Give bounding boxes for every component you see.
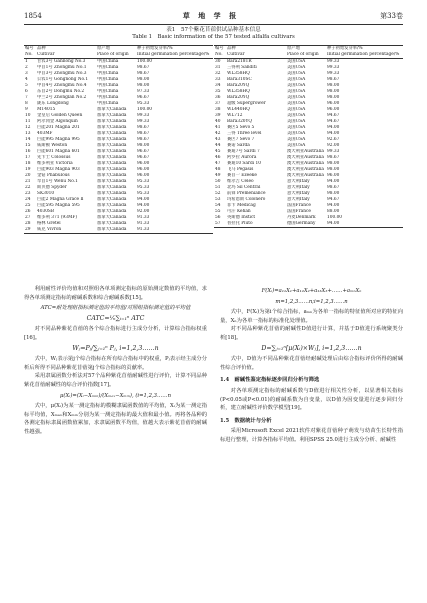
cell-no: 52	[215, 191, 221, 196]
cell-no: 44	[215, 143, 221, 148]
cell-germination: 96.67	[137, 155, 150, 160]
cell-germination: 96.00	[327, 101, 340, 106]
cell-germination: 96.00	[137, 173, 150, 178]
cell-cultivar: 甘农3号 Gannong No.3	[37, 59, 86, 64]
cell-cultivar: Bara20YQ	[227, 83, 250, 88]
cell-no: 35	[215, 89, 221, 94]
cell-germination: 98.00	[327, 167, 340, 172]
cell-cultivar: Bara20YQ	[227, 95, 250, 100]
cell-germination: 99.33	[137, 113, 150, 118]
cell-no: 48	[215, 167, 221, 172]
cell-germination: 94.67	[327, 197, 340, 202]
cell-cultivar: 东苜2号 Dongmu No.2	[37, 89, 85, 94]
header-cultivar-cn: 品种	[226, 46, 286, 53]
table-caption	[0, 27, 427, 41]
cell-origin: 法国France	[287, 203, 311, 208]
cell-origin: 加拿大Canada	[97, 167, 127, 172]
volume-label: 第33卷	[380, 12, 403, 20]
cell-origin: 意大利Italy	[287, 179, 310, 184]
cell-origin: 美国USA	[287, 119, 306, 124]
cell-cultivar: 格林 Gretel	[37, 221, 61, 226]
cell-germination: 96.67	[137, 95, 150, 100]
cell-germination: 94.00	[137, 197, 150, 202]
paragraph: 采用Microsoft Excel 2021软件对紫花苜蓿种子萌发与幼苗生长特性指标进行整理，计算各指标平均值。利用SPSS 25.0进行主成分分析、耐碱性	[220, 428, 403, 443]
cell-germination: 100.00	[137, 59, 153, 64]
paragraph: 式中，Wⱼ表示第j个综合指标在所有综合指标中的权重，Pⱼ表示经主成分分析后所得不同品种紫花苜蓿第j个综合指标的贡献率。	[24, 356, 207, 371]
cell-origin: 美国USA	[287, 101, 306, 106]
cell-origin: 加拿大Canada	[97, 107, 127, 112]
cell-germination: 97.33	[137, 89, 150, 94]
cell-cultivar: Bara320YQ	[227, 119, 252, 124]
cell-cultivar: 阿罗拉 Aurora	[227, 155, 257, 160]
cell-germination: 99.33	[327, 65, 340, 70]
cell-origin: 美国USA	[287, 143, 306, 148]
table-header-en	[24, 52, 213, 59]
formula-membership: μ(Xᵢ)=(Xᵢ−Xₘᵢₙ)/(Xₘₐₓ−Xₘᵢₙ), (i=1,2,3……n	[59, 392, 171, 399]
journal-name: 草 地 学 报	[182, 11, 240, 20]
header-origin-en: Place of origin	[286, 52, 326, 59]
cell-cultivar: 403MF	[37, 131, 53, 136]
cell-origin: 美国USA	[287, 107, 306, 112]
cell-germination: 98.67	[327, 185, 340, 190]
cell-origin: 中国China	[97, 77, 119, 82]
cell-no: 16	[25, 149, 31, 154]
cell-no: 8	[25, 101, 28, 106]
cell-cultivar: WL358HQ	[227, 89, 250, 94]
cell-origin: 加拿大Canada	[97, 179, 127, 184]
cell-germination: 98.67	[327, 155, 340, 160]
cell-origin: 美国USA	[287, 131, 306, 136]
cell-origin: 美国USA	[287, 95, 306, 100]
cell-no: 15	[25, 143, 31, 148]
cell-origin: 丹麦Denmark	[287, 215, 316, 220]
cell-no: 17	[25, 155, 31, 160]
cell-origin: 中国China	[97, 101, 119, 106]
cell-origin: 加拿大Canada	[97, 131, 127, 136]
cell-cultivar: 阿尔冈金 Algonquin	[37, 119, 78, 124]
paragraph: 采用隶属函数分析法对57个品种紫花苜蓿耐碱性进行评价，计算不同品种紫花苜蓿耐碱性的综合评价指数[17]。	[24, 373, 207, 388]
cell-germination: 94.00	[327, 179, 340, 184]
cell-no: 43	[215, 137, 221, 142]
cell-origin: 加拿大Canada	[97, 221, 127, 226]
cell-germination: 94.67	[327, 119, 340, 124]
header-cultivar-en: Cultivar	[36, 52, 96, 59]
cell-origin: 加拿大Canada	[97, 137, 127, 142]
cell-origin: 澳大利亚Australia	[287, 155, 324, 160]
cell-germination: 92.67	[327, 137, 340, 142]
cell-germination: 96.00	[327, 107, 340, 112]
cell-origin: 加拿大Canada	[97, 215, 127, 220]
header-origin-cn: 原产地	[96, 46, 136, 53]
cell-no: 28	[25, 221, 31, 226]
cell-germination: 94.00	[327, 125, 340, 130]
cell-origin: 加拿大Canada	[97, 149, 127, 154]
cell-no: 22	[25, 185, 31, 190]
cell-cultivar: 赛区7 Sevo 7	[227, 137, 255, 142]
cell-germination: 98.00	[327, 95, 340, 100]
cell-origin: 澳大利亚Australia	[287, 167, 324, 172]
cell-germination: 98.00	[327, 89, 340, 94]
cell-no: 1	[25, 59, 28, 64]
cell-no: 47	[215, 161, 221, 166]
header-rule	[24, 24, 403, 25]
cell-no: 42	[215, 131, 221, 136]
cell-no: 11	[25, 119, 31, 124]
table-row	[214, 221, 403, 228]
cell-origin: 中国China	[97, 95, 119, 100]
cell-germination: 94.67	[327, 113, 340, 118]
cell-cultivar: 普拉托 Pluto	[226, 221, 286, 228]
cell-germination: 99.33	[327, 149, 340, 154]
cell-germination: 98.00	[327, 161, 340, 166]
cell-germination: 96.00	[137, 161, 150, 166]
cell-germination: 98.00	[327, 191, 340, 196]
cell-origin: 加拿大Canada	[97, 125, 127, 130]
cell-no: 24	[25, 197, 31, 202]
cell-origin: 美国USA	[287, 125, 306, 130]
cell-no: 13	[25, 131, 31, 136]
cell-no: 39	[215, 113, 221, 118]
cell-cultivar: 英斯德 Instict	[227, 215, 256, 220]
cell-germination: 100.00	[327, 215, 343, 220]
cell-no: 25	[25, 203, 31, 208]
cell-cultivar: 4030SB	[37, 209, 55, 214]
left-text-column	[24, 285, 207, 437]
cell-origin: 美国USA	[287, 77, 306, 82]
paragraph: 利用耐性评价均值和对照组各单项测定指标的原始测定数值的平均值，求得各单项测定指标的耐碱系数和综合耐碱系数[15]。	[24, 286, 207, 301]
cell-no: 33	[215, 77, 221, 82]
cell-germination: 96.00	[327, 173, 340, 178]
cell-no: 34	[215, 83, 221, 88]
cell-origin: 德国Germany	[286, 221, 326, 228]
header-cultivar-cn: 品种	[36, 46, 96, 53]
cell-cultivar: 三得 Three level	[227, 131, 262, 136]
cell-germination: 99.33	[327, 71, 340, 76]
cell-cultivar: 巨能595 Magna 595	[37, 203, 80, 208]
cell-cultivar: MT4015	[37, 107, 56, 112]
cell-germination: 99.33	[327, 59, 340, 64]
cell-cultivar: 金钻 Phabulous	[37, 173, 70, 178]
cell-cultivar: 巨能601 Magna 601	[37, 149, 80, 154]
cell-cultivar: 巨能903 Magna 903	[37, 167, 80, 172]
cell-no: 23	[25, 191, 31, 196]
cell-origin: 中国China	[97, 71, 119, 76]
header-no-en: No.	[24, 52, 36, 59]
cell-germination: 100.00	[137, 107, 153, 112]
header-germination-cn: 种子初始发芽率/%	[136, 46, 213, 53]
cell-no: 12	[25, 125, 31, 130]
cell-origin: 加拿大Canada	[97, 161, 127, 166]
cell-origin: 澳大利亚Australia	[287, 149, 324, 154]
cell-germination: 92.00	[137, 209, 150, 214]
cell-germination: 94.00	[327, 203, 340, 208]
cell-no: 36	[215, 95, 221, 100]
cell-origin: 加拿大Canada	[97, 155, 127, 160]
cell-cultivar: WL712	[227, 113, 243, 118]
cell-cultivar: WL358HQ	[227, 71, 250, 76]
cell-no: 51	[215, 185, 221, 190]
cell-no: 32	[215, 71, 221, 76]
cell-no: 38	[215, 107, 221, 112]
cell-origin: 加拿大Canada	[97, 185, 127, 190]
cell-origin: 澳大利亚Australia	[287, 161, 324, 166]
cell-cultivar: 赛区5 Sevo 5	[227, 125, 255, 130]
cell-origin: 加拿大Canada	[97, 173, 127, 178]
cell-no: 18	[25, 161, 31, 166]
cell-cultivar: 威斯顿 Weston	[37, 143, 68, 148]
formula-catc: CATC=¹⁄ₙ∑ᵢ₌₁ⁿ ATC	[86, 314, 145, 322]
cell-no: 2	[25, 65, 28, 70]
cell-cultivar: 斯贝德 Spyder	[37, 185, 67, 190]
cell-no: 45	[215, 149, 221, 154]
cell-no: 19	[25, 167, 31, 172]
cell-cultivar: 中苜4号 Zhongmu No.4	[37, 83, 87, 88]
cell-origin: 加拿大Canada	[97, 209, 127, 214]
cell-origin: 中国China	[97, 65, 119, 70]
cell-germination: 95.33	[137, 179, 150, 184]
cell-cultivar: 三得利 Sanditi	[227, 65, 257, 70]
cell-cultivar: 赛苜一 Ezeeke	[227, 173, 257, 178]
cell-no: 37	[215, 101, 221, 106]
cell-germination: 98.67	[327, 77, 340, 82]
cell-no: 14	[25, 137, 31, 142]
cell-no: 41	[215, 125, 221, 130]
cell-no: 40	[215, 119, 221, 124]
header-no-cn: 编号	[214, 46, 226, 53]
header-origin-en: Place of origin	[96, 52, 136, 59]
cell-origin: 美国USA	[287, 113, 306, 118]
cell-germination: 91.33	[137, 221, 150, 226]
cell-origin: 意大利Italy	[287, 191, 310, 196]
cell-origin: 美国USA	[287, 71, 306, 76]
cell-cultivar: 维多利 371 (93MF)	[37, 215, 78, 220]
cell-cultivar: 维多利亚 Victoria	[37, 161, 73, 166]
cell-no: 26	[25, 209, 31, 214]
formula-atc: ATC=耐处理组指标测定值的平均值/对照组指标测定值的平均值	[40, 305, 191, 312]
cell-germination: 98.67	[137, 65, 150, 70]
cell-no: 49	[215, 173, 221, 178]
cell-origin: 中国China	[97, 59, 119, 64]
cell-no: 9	[25, 107, 28, 112]
right-text-column	[220, 285, 403, 445]
cell-origin: 中国China	[97, 89, 119, 94]
cell-germination: 99.33	[137, 119, 150, 124]
cell-germination: 98.67	[137, 131, 150, 136]
cell-cultivar: Bara310SC	[227, 77, 252, 82]
cell-cultivar: 飞马 Pegasis	[227, 167, 254, 172]
cell-no: 53	[215, 197, 221, 202]
paragraph: 式中，μ(Xᵢ)为某一测定指标的模糊隶属函数值的平均值，Xᵢ为某一测定指标平均值，Xₘₐₓ和Xₘᵢₙ分别为某一测定指标的最大值和最小值。再将各品种的各测定指标隶属函数值累加，求隶属函数平均值，值越大表示紫花苜蓿的耐碱性越强。	[24, 403, 207, 435]
cell-cultivar: 金皇后 Golden Queen	[37, 113, 83, 118]
cell-no: 31	[215, 65, 221, 70]
formula-composite-range: m=1,2,3……n;i=1,2,3……n	[275, 298, 348, 305]
cell-no: 4	[25, 77, 28, 82]
cell-germination: 96.00	[137, 167, 150, 172]
cell-no: 50	[215, 179, 221, 184]
cell-cultivar: 巨能995 Magna 995	[37, 137, 80, 142]
cell-no: 57	[214, 221, 226, 228]
table-title-cn: 表1 57个紫花苜蓿供试品种基本信息	[166, 27, 261, 33]
cell-cultivar: 可汗 Kehan	[227, 209, 251, 214]
cell-germination: 98.67	[137, 71, 150, 76]
paragraph: 对不同品种紫花苜蓿的耐碱性D值进行计算，并基于D值进行系统聚类分析[18]。	[220, 326, 403, 341]
cell-origin: 美国USA	[287, 59, 306, 64]
cell-no: 5	[25, 83, 28, 88]
cell-cultivar: 前锋 Premeniance	[227, 191, 266, 196]
cell-germination: 94.00	[137, 203, 150, 208]
cell-germination: 94.00	[327, 131, 340, 136]
cell-cultivar: 赛诺 Sarda	[227, 143, 250, 148]
cell-origin: 法国France	[287, 209, 311, 214]
page-number: 1854	[24, 12, 42, 20]
cell-cultivar: 威克 Vivron	[36, 227, 96, 234]
cell-cultivar: 维尔吉 Celeo	[227, 179, 254, 184]
cell-origin: 意大利Italy	[287, 185, 310, 190]
cell-germination: 94.00	[326, 221, 403, 228]
cell-cultivar: 北玛 Sil Central	[227, 185, 261, 190]
cell-no: 46	[215, 155, 221, 160]
cell-cultivar: 玛希恩斯 Colonero	[227, 197, 266, 202]
table-left-half	[24, 45, 213, 234]
header-cultivar-en: Cultivar	[226, 52, 286, 59]
cell-no: 54	[215, 203, 221, 208]
cell-origin: 澳大利亚Australia	[287, 173, 324, 178]
cell-origin: 加拿大Canada	[97, 119, 127, 124]
header-germination-en: Initial germination percentage/%	[136, 52, 213, 59]
cell-cultivar: SK3010	[37, 191, 55, 196]
header-germination-cn: 种子初始发芽率/%	[326, 46, 403, 53]
cell-no: 10	[25, 113, 31, 118]
cell-origin: 意大利Italy	[287, 197, 310, 202]
cell-germination: 98.00	[327, 83, 340, 88]
cell-germination: 95.33	[137, 191, 150, 196]
cell-origin: 加拿大Canada	[96, 227, 136, 234]
cell-germination: 88.00	[327, 209, 340, 214]
formula-weight: Wⱼ=Pⱼ/∑ⱼ₌₁ⁿ Pⱼ, i=1,2,3……n	[72, 344, 159, 352]
cell-no: 56	[215, 215, 221, 220]
table-row	[24, 227, 213, 234]
cell-germination: 98.67	[137, 137, 150, 142]
cell-germination: 95.33	[137, 101, 150, 106]
header-origin-cn: 原产地	[286, 46, 326, 53]
cell-cultivar: 超级 Supergrower	[227, 101, 266, 106]
cell-cultivar: 中苜3号 Zhongmu No.3	[37, 71, 87, 76]
cell-origin: 加拿大Canada	[97, 197, 127, 202]
running-head	[24, 10, 403, 22]
cell-germination: 98.00	[137, 143, 150, 148]
paragraph: 式中，D值为不同品种紫花苜蓿经耐碱处理后由综合指标评价所得的耐碱性综合评价值。	[220, 356, 403, 371]
cell-origin: 美国USA	[287, 65, 306, 70]
table-header-en	[214, 52, 403, 59]
cell-origin: 美国USA	[287, 89, 306, 94]
cell-cultivar: 中苜1号 Zhongmu No.1	[37, 65, 87, 70]
cell-cultivar: 旱苜1号 Wenu No.1	[37, 179, 78, 184]
cell-germination: 98.00	[137, 83, 150, 88]
paragraph: 对各单项测定指标的耐碱系数与D值进行相关性分析，以显著相关指标(P<0.05或P<0.01)的耐碱系数为自变量，以D值为因变量进行逐步回归分析，建立耐碱性评价数学模型[19]。	[220, 387, 403, 412]
paragraph: 式中，F(Xᵢ)为第i个综合指标，aₘₙ为各单一指标的特征值所对应的特征向量，Xₙ为各单一指标的标准化处理值。	[220, 309, 403, 324]
cell-no: 21	[25, 179, 31, 184]
cell-cultivar: 先卡士 Colossus	[37, 155, 71, 160]
cell-cultivar: 中兰2号 Zhonglan No.2	[37, 95, 87, 100]
header-no-en: No.	[214, 52, 226, 59]
cell-cultivar: 公农1号 Gongnong No.1	[37, 77, 89, 82]
cell-cultivar: Bara218TR	[227, 59, 252, 64]
section-heading: 1.4 耐碱性鉴定指标逐步回归分析与筛选	[220, 377, 320, 384]
cell-origin: 加拿大Canada	[97, 191, 127, 196]
cell-cultivar: 巨能201 Magna 201	[37, 125, 80, 130]
cell-no: 27	[25, 215, 31, 220]
cell-origin: 加拿大Canada	[97, 143, 127, 148]
cell-cultivar: 巨能2 Magna Grace Ⅱ	[37, 197, 84, 202]
cell-origin: 美国USA	[287, 137, 306, 142]
formula-d-value: D=∑ⱼ₌₁ⁿ[μ(Xᵢ)×Wⱼ], i=1,2,3……n	[261, 344, 362, 352]
formula-composite: F(Xᵢ)=a₁₁X₁+a₁₂X₂+a₁₃X₃+……+aₘₙXₙ	[261, 288, 362, 294]
cell-cultivar: 赛迪7号 Sardi 7	[227, 149, 260, 154]
cell-cultivar: 赛迪10 Sardi 10	[227, 161, 261, 166]
header-germination-en: Initial germination percentage/%	[326, 52, 403, 59]
cell-cultivar: WL440HQ	[227, 107, 250, 112]
cell-germination: 95.33	[137, 185, 150, 190]
paragraph: 对不同品种紫花苜蓿的各个综合指标进行主成分分析，计算综合指标权重[16]。	[24, 326, 207, 341]
table-right-half	[214, 45, 403, 228]
cell-cultivar: 陇东 Longdong	[37, 101, 69, 106]
cell-origin: 加拿大Canada	[97, 113, 127, 118]
cell-germination: 91.33	[136, 227, 213, 234]
cell-germination: 98.00	[137, 77, 150, 82]
cell-germination: 96.67	[137, 149, 150, 154]
cell-no: 30	[215, 59, 221, 64]
cell-no: 3	[25, 71, 28, 76]
cell-cultivar: 菲卡 Medicag	[227, 203, 256, 208]
cell-origin: 美国USA	[287, 83, 306, 88]
section-heading: 1.5 数据统计与分析	[220, 417, 272, 424]
cell-no: 29	[24, 227, 36, 234]
cell-no: 20	[25, 173, 31, 178]
cell-origin: 中国China	[97, 83, 119, 88]
cell-no: 7	[25, 95, 28, 100]
cell-germination: 92.00	[327, 143, 340, 148]
cell-no: 55	[215, 209, 221, 214]
table-title-en: Table 1 Basic information of the 57 tested alfalfa cultivars	[132, 34, 295, 40]
cell-germination: 91.33	[137, 215, 150, 220]
header-no-cn: 编号	[24, 46, 36, 53]
cell-no: 6	[25, 89, 28, 94]
cell-germination: 98.67	[137, 125, 150, 130]
cell-origin: 加拿大Canada	[97, 203, 127, 208]
